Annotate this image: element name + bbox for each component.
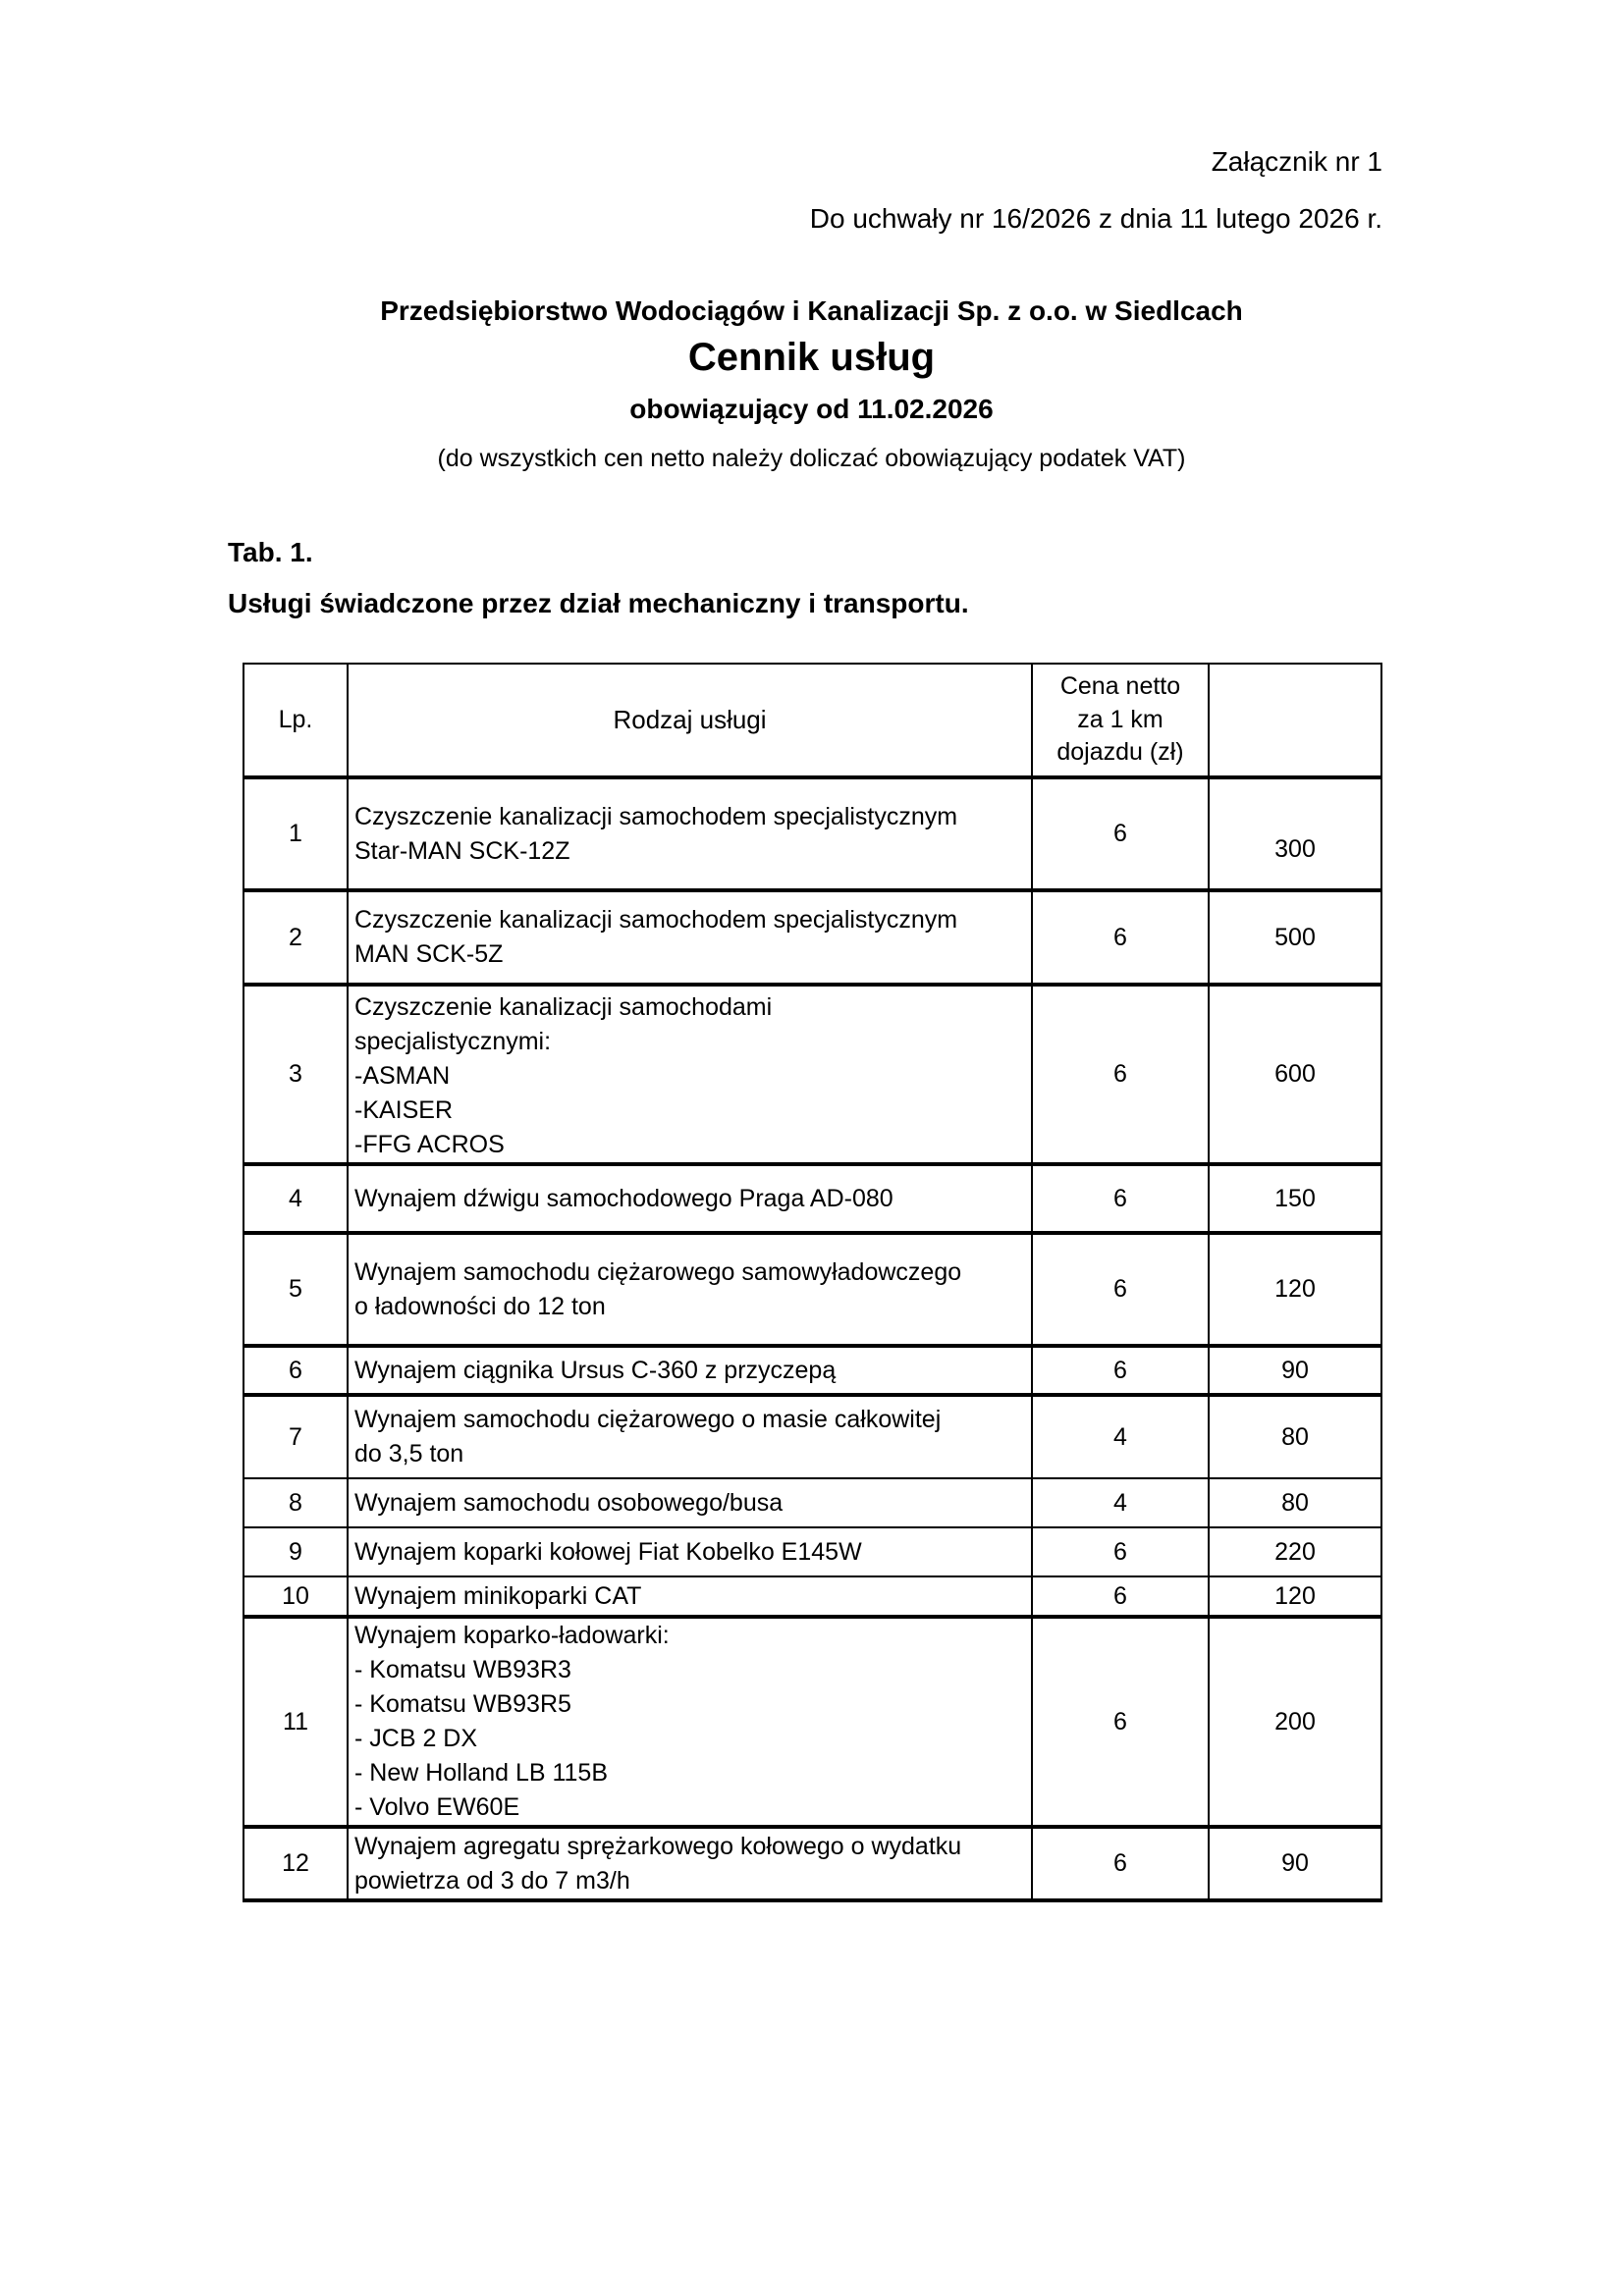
table-row	[243, 1527, 1381, 1576]
service-line: Wynajem minikoparki CAT	[354, 1581, 642, 1610]
cell-service	[348, 1395, 1032, 1478]
cell-price-per-km: 6	[1032, 777, 1209, 890]
table-row	[243, 1827, 1381, 1900]
column-header-price-per-km	[1032, 664, 1209, 777]
cell-service	[348, 1346, 1032, 1395]
cell-rate: 220	[1209, 1527, 1381, 1576]
cell-rate: 90	[1209, 1346, 1381, 1395]
table-body	[243, 777, 1381, 1900]
service-line: Wynajem dźwigu samochodowego Praga AD-080	[354, 1184, 893, 1212]
cell-price-per-km: 6	[1032, 1164, 1209, 1233]
service-line: Wynajem samochodu ciężarowego o masie całkowitej	[354, 1406, 942, 1433]
service-line: Star-MAN SCK-12Z	[354, 836, 570, 865]
vat-note: (do wszystkich cen netto należy doliczać obowiązujący podatek VAT)	[437, 445, 1186, 472]
table-row	[243, 985, 1381, 1164]
column-header-rate	[1209, 664, 1381, 777]
cell-service	[348, 985, 1032, 1164]
service-line: o ładowności do 12 ton	[354, 1292, 606, 1320]
service-line: - JCB 2 DX	[354, 1725, 478, 1752]
service-line: do 3,5 ton	[354, 1440, 464, 1468]
cell-rate: 80	[1209, 1395, 1381, 1478]
column-header-price-line-1: Cena netto	[1059, 671, 1181, 700]
service-line: powietrza od 3 do 7 m3/h	[354, 1866, 630, 1895]
cell-lp: 2	[243, 890, 348, 985]
attachment-label: Załącznik nr 1	[1211, 146, 1382, 177]
table-row	[243, 1478, 1381, 1527]
column-header-lp: Lp.	[243, 664, 348, 777]
cell-rate	[1209, 777, 1381, 890]
cell-price-per-km: 6	[1032, 985, 1209, 1164]
cell-service	[348, 1478, 1032, 1527]
service-line: -FFG ACROS	[354, 1131, 505, 1158]
cell-price-per-km: 4	[1032, 1478, 1209, 1527]
services-price-table	[243, 663, 1382, 1902]
service-line: Wynajem koparki kołowej Fiat Kobelko E145W	[354, 1537, 862, 1566]
resolution-reference: Do uchwały nr 16/2026 z dnia 11 lutego 2026 r.	[809, 203, 1382, 234]
table-row	[243, 890, 1381, 985]
table-number-label: Tab. 1.	[228, 537, 313, 567]
table-row	[243, 1346, 1381, 1395]
table-row	[243, 1164, 1381, 1233]
cell-price-per-km: 6	[1032, 1527, 1209, 1576]
cell-price-per-km: 6	[1032, 1827, 1209, 1900]
table-row	[243, 1576, 1381, 1617]
cell-service	[348, 1233, 1032, 1346]
cell-lp: 4	[243, 1164, 348, 1233]
cell-lp: 12	[243, 1827, 348, 1900]
cell-lp: 8	[243, 1478, 348, 1527]
table-caption: Usługi świadczone przez dział mechaniczny i transportu.	[228, 588, 969, 618]
service-line: Czyszczenie kanalizacji samochodem specjalistycznym	[354, 906, 958, 934]
cell-service	[348, 1164, 1032, 1233]
table-row	[243, 1617, 1381, 1827]
cell-lp: 10	[243, 1576, 348, 1617]
rate-value: 300	[1274, 835, 1316, 863]
service-line: Wynajem koparko-ładowarki:	[354, 1622, 670, 1649]
cell-lp: 5	[243, 1233, 348, 1346]
service-line: - New Holland LB 115B	[354, 1759, 609, 1787]
service-line: -ASMAN	[354, 1062, 451, 1090]
table-row	[243, 1395, 1381, 1478]
company-name: Przedsiębiorstwo Wodociągów i Kanalizacji Sp. z o.o. w Siedlcach	[380, 295, 1243, 326]
service-line: Wynajem samochodu ciężarowego samowyładowczego	[354, 1257, 962, 1286]
cell-lp: 6	[243, 1346, 348, 1395]
cell-lp: 1	[243, 777, 348, 890]
cell-service	[348, 890, 1032, 985]
cell-lp: 7	[243, 1395, 348, 1478]
cell-service	[348, 1527, 1032, 1576]
service-line: specjalistycznymi:	[354, 1028, 552, 1055]
document-title: Cennik usług	[687, 336, 936, 379]
table-row	[243, 777, 1381, 890]
cell-rate: 600	[1209, 985, 1381, 1164]
cell-price-per-km: 4	[1032, 1395, 1209, 1478]
service-line: - Komatsu WB93R5	[354, 1690, 571, 1718]
cell-rate: 80	[1209, 1478, 1381, 1527]
column-header-price-line-3: dojazdu (zł)	[1056, 738, 1184, 767]
service-line: - Volvo EW60E	[354, 1793, 520, 1821]
cell-rate: 200	[1209, 1617, 1381, 1827]
cell-service	[348, 1827, 1032, 1900]
service-line: Czyszczenie kanalizacji samochodami	[354, 993, 773, 1021]
effective-date: obowiązujący od 11.02.2026	[629, 394, 994, 424]
cell-rate: 120	[1209, 1233, 1381, 1346]
cell-service	[348, 1576, 1032, 1617]
cell-rate: 150	[1209, 1164, 1381, 1233]
cell-service	[348, 777, 1032, 890]
service-line: Czyszczenie kanalizacji samochodem specjalistycznym	[354, 802, 958, 830]
cell-rate: 500	[1209, 890, 1381, 985]
service-line: -KAISER	[354, 1096, 454, 1124]
service-line: Wynajem samochodu osobowego/busa	[354, 1488, 784, 1517]
cell-service	[348, 1617, 1032, 1827]
cell-lp: 3	[243, 985, 348, 1164]
cell-rate: 90	[1209, 1827, 1381, 1900]
cell-price-per-km: 6	[1032, 1576, 1209, 1617]
cell-lp: 9	[243, 1527, 348, 1576]
column-header-service: Rodzaj usługi	[348, 664, 1032, 777]
service-line: Wynajem agregatu sprężarkowego kołowego o wydatku	[354, 1832, 962, 1860]
cell-lp: 11	[243, 1617, 348, 1827]
cell-price-per-km: 6	[1032, 1346, 1209, 1395]
cell-price-per-km: 6	[1032, 1233, 1209, 1346]
cell-price-per-km: 6	[1032, 890, 1209, 985]
column-header-price-line-2: za 1 km	[1077, 705, 1163, 733]
table-header-row	[243, 664, 1381, 777]
table-header	[243, 664, 1381, 777]
service-line: - Komatsu WB93R3	[354, 1656, 571, 1683]
cell-rate: 120	[1209, 1576, 1381, 1617]
service-line: Wynajem ciągnika Ursus C-360 z przyczepą	[354, 1356, 837, 1384]
cell-price-per-km: 6	[1032, 1617, 1209, 1827]
table-row	[243, 1233, 1381, 1346]
service-line: MAN SCK-5Z	[354, 940, 504, 968]
